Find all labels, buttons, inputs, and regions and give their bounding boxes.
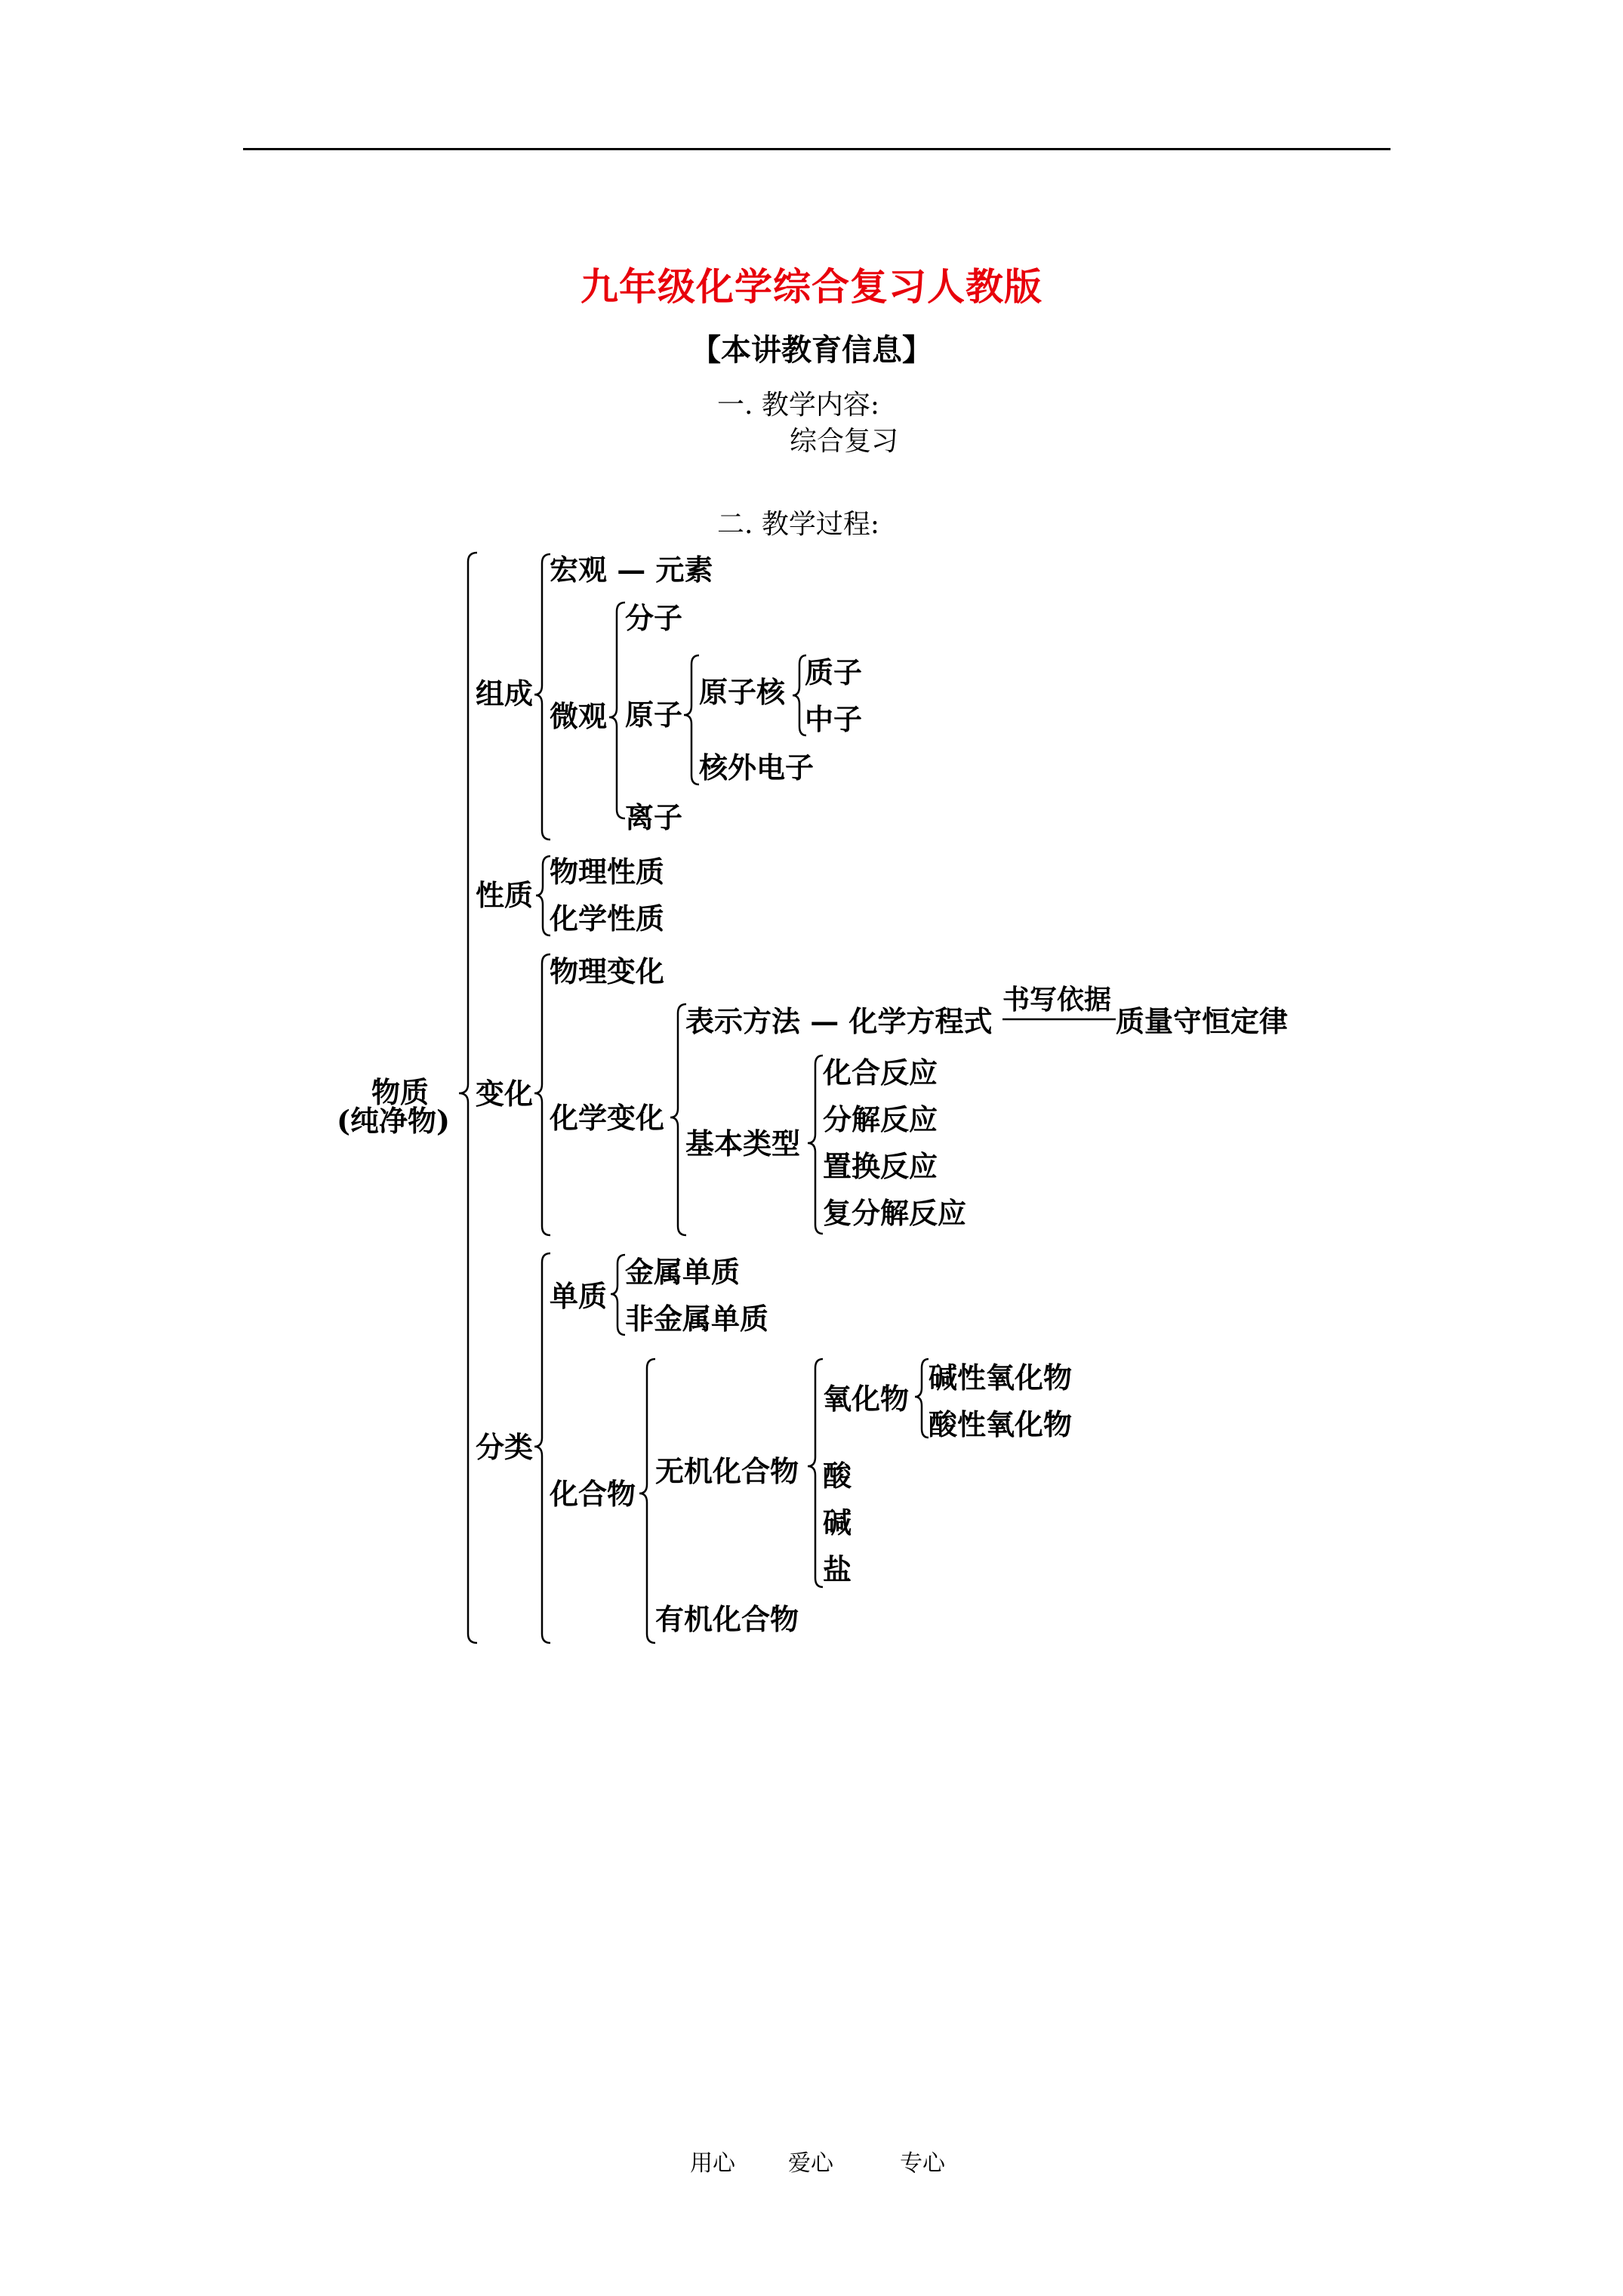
document-title: 九年级化学综合复习人教版 xyxy=(581,264,1042,309)
basic-types: 基本类型 xyxy=(685,1126,801,1160)
section-2-heading: 二. 教学过程: xyxy=(717,509,880,540)
atom: 原子 xyxy=(625,698,683,732)
nonmetal-element: 非金属单质 xyxy=(625,1302,769,1336)
bracket-basic-types xyxy=(808,1056,823,1234)
bracket-oxide xyxy=(915,1359,929,1438)
bracket-element xyxy=(611,1255,625,1335)
section-1-content: 综合复习 xyxy=(790,426,899,457)
representation: 表示方法 — 化学方程式 xyxy=(685,1004,993,1038)
bracket-composition xyxy=(534,554,550,840)
bracket-compound xyxy=(639,1359,655,1643)
acidic-oxide: 酸性氧化物 xyxy=(929,1407,1073,1441)
physical-property: 物理性质 xyxy=(550,855,665,889)
macro-element: 宏观 — 元素 xyxy=(550,553,713,587)
bracket-chemical-change xyxy=(670,1004,686,1235)
neutron: 中子 xyxy=(805,702,863,736)
footer-middle: 爱心 xyxy=(788,2150,833,2177)
root-label: 物质 xyxy=(371,1075,430,1109)
organic-compound: 有机化合物 xyxy=(655,1602,799,1636)
bracket-root xyxy=(459,553,477,1643)
reaction-type: 复分解反应 xyxy=(823,1196,967,1230)
change-label: 变化 xyxy=(476,1077,534,1111)
nucleus: 原子核 xyxy=(699,675,786,709)
compound: 化合物 xyxy=(550,1477,636,1511)
property-label: 性质 xyxy=(476,878,534,912)
bracket-classification xyxy=(534,1253,550,1643)
reaction-type: 置换反应 xyxy=(823,1149,938,1183)
classification-label: 分类 xyxy=(476,1430,534,1464)
electron: 核外电子 xyxy=(699,750,815,784)
footer-right: 专心 xyxy=(900,2150,945,2177)
salt: 盐 xyxy=(823,1552,852,1586)
micro-label: 微观 xyxy=(550,699,608,733)
bracket-property xyxy=(536,856,550,935)
conservation-law: 质量守恒定律 xyxy=(1116,1004,1289,1038)
root-sublabel: (纯净物) xyxy=(337,1104,450,1138)
inorganic-compound: 无机化合物 xyxy=(655,1454,799,1488)
molecule: 分子 xyxy=(625,601,683,635)
bracket-atom xyxy=(684,655,699,784)
element-substance: 单质 xyxy=(550,1279,608,1313)
ion: 离子 xyxy=(625,800,683,834)
metal-element: 金属单质 xyxy=(625,1255,741,1289)
reaction-type: 分解反应 xyxy=(823,1102,938,1136)
basic-oxide: 碱性氧化物 xyxy=(929,1361,1073,1395)
bracket-inorganic xyxy=(808,1359,823,1587)
section-1-heading: 一. 教学内容: xyxy=(717,390,880,421)
base: 碱 xyxy=(823,1505,852,1539)
bracket-change xyxy=(534,954,550,1235)
acid: 酸 xyxy=(823,1459,852,1493)
bracket-micro xyxy=(609,603,625,818)
chemical-change: 化学变化 xyxy=(550,1101,665,1135)
oxide: 氧化物 xyxy=(823,1382,910,1416)
chemical-property: 化学性质 xyxy=(550,901,665,935)
physical-change: 物理变化 xyxy=(550,954,665,988)
info-heading: 【本讲教育信息】 xyxy=(691,332,932,368)
basis-label: 书写依据 xyxy=(1002,984,1112,1015)
footer-left: 用心 xyxy=(690,2150,735,2177)
reaction-type: 化合反应 xyxy=(823,1056,938,1089)
composition-label: 组成 xyxy=(476,676,534,710)
proton: 质子 xyxy=(805,655,863,689)
